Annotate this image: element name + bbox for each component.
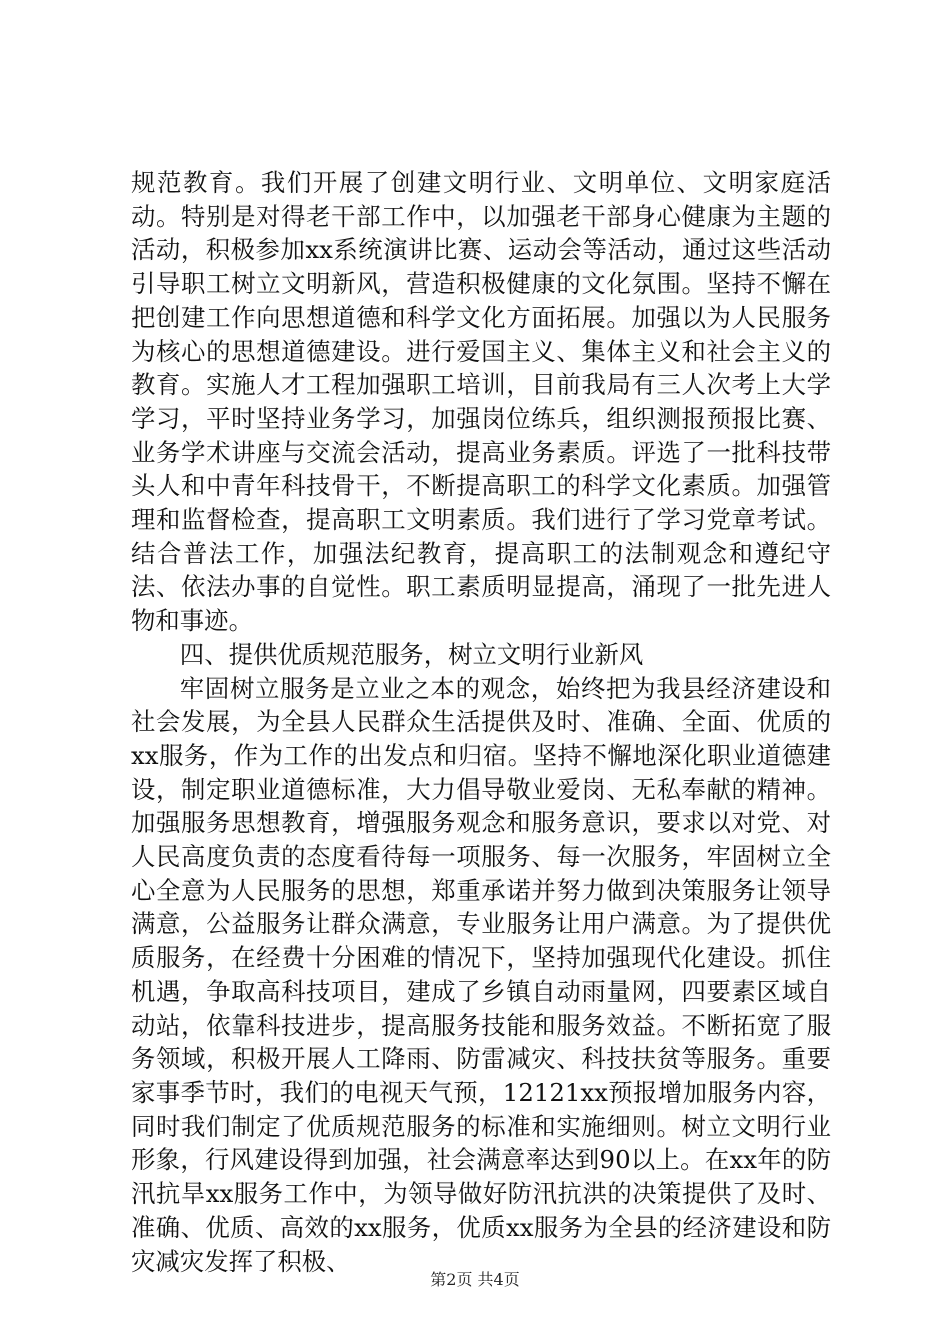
section-heading: 四、提供优质规范服务，树立文明行业新风 (179, 639, 644, 669)
page-footer: 第2页 共4页 (430, 1270, 520, 1289)
paragraph: 牢固树立服务是立业之本的观念，始终把为我县经济建设和社会发展，为全县人民群众生活提供及时、准确、全面、优质的xx服务，作为工作的出发点和归宿。坚持不懈地深化职业道德建设，制定职业道德标准，大力倡导敬业爱岗、无私奉献的精神。加强服务思想教育，增强服务观念和服务意识，要求以对党、对人民高度负责的态度看待每一项服务、每一次服务，牢固树立全心全意为人民服务的思想，郑重承诺并努力做到决策服务让领导满意，公益服务让群众满意，专业服务让用户满意。为了提供优质服务，在经费十分困难的情况下，坚持加强现代化建设。抓住机遇，争取高科技项目，建成了乡镇自动雨量网，四要素区域自动站，依靠科技进步，提高服务技能和服务效益。不断拓宽了服务领域，积极开展人工降雨、防雷减灾、科技扶贫等服务。重要家事季节时，我们的电视天气预，12121xx预报增加服务内容，同时我们制定了优质规范服务的标准和实施细则。树立文明行业形象，行风建设得到加强，社会满意率达到90以上。在xx年的防汛抗旱xx服务工作中，为领导做好防汛抗洪的决策提供了及时、准确、优质、高效的xx服务，优质xx服务为全县的经济建设和防灾减灾发挥了积极、 (131, 673, 831, 1276)
paragraph-continued: 规范教育。我们开展了创建文明行业、文明单位、文明家庭活动。特别是对得老干部工作中，以加强老干部身心健康为主题的活动，积极参加xx系统演讲比赛、运动会等活动，通过这些活动引导职工树立文明新风，营造积极健康的文化氛围。坚持不懈在把创建工作向思想道德和科学文化方面拓展。加强以为人民服务为核心的思想道德建设。进行爱国主义、集体主义和社会主义的教育。实施人才工程加强职工培训，目前我局有三人次考上大学学习，平时坚持业务学习，加强岗位练兵，组织测报预报比赛、业务学术讲座与交流会活动，提高业务素质。评选了一批科技带头人和中青年科技骨干，不断提高职工的科学文化素质。加强管理和监督检查，提高职工文明素质。我们进行了学习党章考试。结合普法工作，加强法纪教育，提高职工的法制观念和遵纪守法、依法办事的自觉性。职工素质明显提高，涌现了一批先进人物和事迹。 (131, 168, 831, 636)
document-body (131, 166, 831, 1278)
